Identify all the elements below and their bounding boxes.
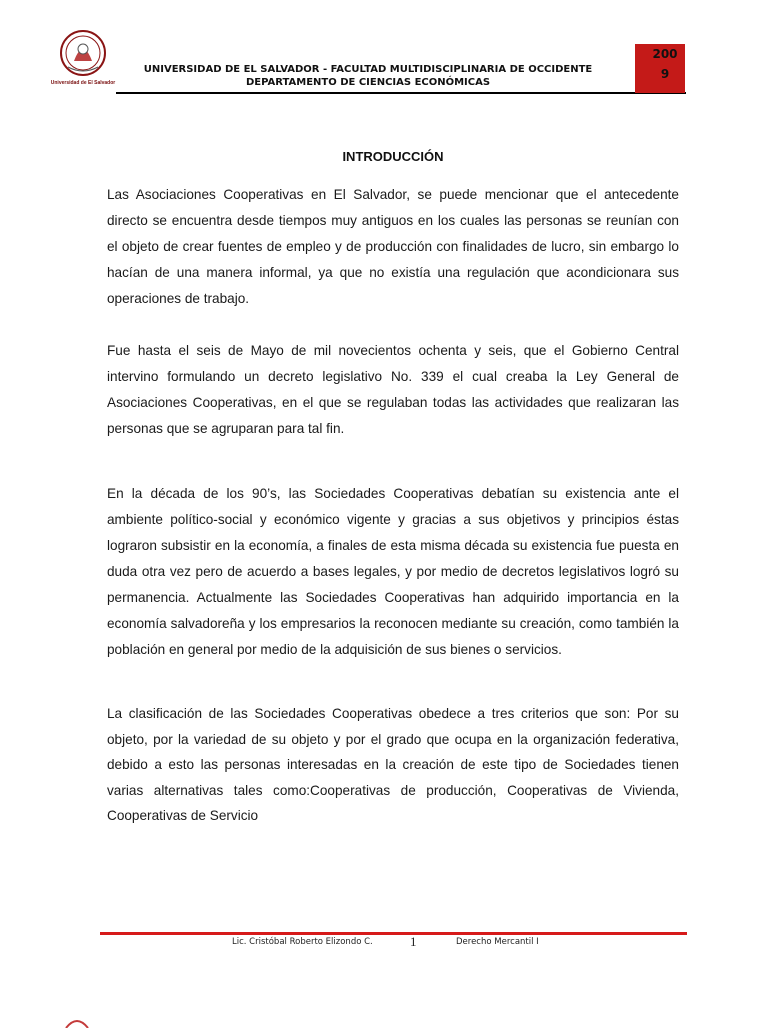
year-top: 200 bbox=[652, 47, 678, 61]
footer-author: Lic. Cristóbal Roberto Elizondo C. bbox=[232, 937, 373, 947]
year-badge bbox=[635, 44, 685, 93]
paragraph: La clasificación de las Sociedades Cooperativas obedece a tres criterios que son: Por su objeto, por la variedad de su objeto y por el grado que ocupa en la organización federativa, debido a esto las personas interesadas en la creación de este tipo de Sociedades tienen varias alternativas tales como:Cooperativas de producción, Cooperativas de Vivienda, Cooperativas de Servicio bbox=[107, 706, 679, 823]
paragraph: Fue hasta el seis de Mayo de mil novecientos ochenta y seis, que el Gobierno Central intervino formulando un decreto legislativo No. 339 el cual creaba la Ley General de Asociaciones Cooperativas, en el que se regulaban todas las actividades que realizaran las personas que se agruparan para tal fin. bbox=[107, 343, 679, 436]
logo-caption: Universidad de El Salvador bbox=[50, 80, 116, 86]
paragraph: Las Asociaciones Cooperativas en El Salvador, se puede mencionar que el antecedente directo se encuentra desde tiempos muy antiguos en los cuales las personas se reunían con el objeto de crear fuentes de empleo y de producción con finalidades de lucro, sin embargo lo hacían de una manera informal, ya que no existía una regulación que acondicionara sus operaciones de trabajo. bbox=[107, 187, 679, 306]
seal-fragment-icon bbox=[62, 1014, 92, 1028]
footer-divider bbox=[100, 932, 687, 935]
footer-course: Derecho Mercantil I bbox=[456, 937, 539, 947]
page-number: 1 bbox=[410, 934, 417, 949]
header-divider bbox=[116, 92, 686, 94]
year-bottom: 9 bbox=[660, 67, 670, 81]
page-title: INTRODUCCIÓN bbox=[342, 149, 444, 164]
header-institution bbox=[118, 63, 618, 89]
header-line-2: DEPARTAMENTO DE CIENCIAS ECONÓMICAS bbox=[245, 77, 491, 88]
header-line-1: UNIVERSIDAD DE EL SALVADOR - FACULTAD MULTIDISCIPLINARIA DE OCCIDENTE bbox=[143, 64, 593, 75]
paragraph: En la década de los 90’s, las Sociedades Cooperativas debatían su existencia ante el ambiente político-social y económico vigente y gracias a sus objetivos y principios éstas lograron subsistir en la economía, a finales de esta misma década su existencia fue puesta en duda otra vez pero de acuerdo a bases legales, y por medio de decretos legislativos logró su permanencia. Actualmente las Sociedades Cooperativas han adquirido importancia en la economía salvadoreña y los empresarios la reconocen mediante su creación, como también la población en general por medio de la adquisición de sus bienes o servicios. bbox=[107, 486, 679, 657]
